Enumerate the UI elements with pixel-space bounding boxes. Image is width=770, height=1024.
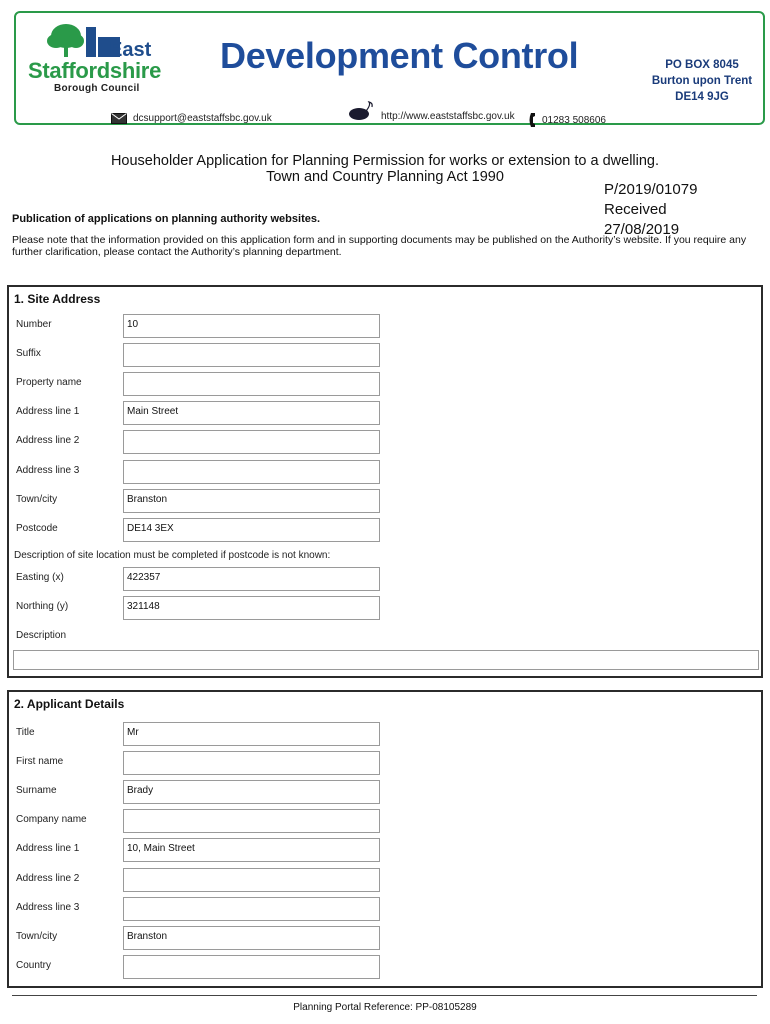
- company-name-input[interactable]: [123, 809, 380, 833]
- planning-portal-reference: Planning Portal Reference: PP-08105289: [293, 1002, 477, 1013]
- field-label: Suffix: [16, 348, 41, 360]
- suffix-input[interactable]: [123, 343, 380, 367]
- address-line: PO BOX 8045: [665, 59, 739, 71]
- phone-contact: [528, 113, 606, 127]
- letterhead: [14, 11, 765, 125]
- mouse-icon: [349, 101, 375, 121]
- field-label: Country: [16, 959, 52, 971]
- logo-text-borough-council: Borough Council: [54, 83, 140, 94]
- postcode-input[interactable]: DE14 3EX: [123, 518, 380, 542]
- northing-label: Northing (y): [16, 601, 69, 612]
- telephone-icon: [528, 113, 536, 127]
- field-label: Address line 2: [16, 435, 80, 447]
- applicant-details-section: [7, 690, 763, 988]
- first-name-input[interactable]: [123, 751, 380, 775]
- surname-input[interactable]: Brady: [123, 780, 380, 804]
- field-label: Address line 1: [16, 406, 80, 418]
- field-label: Address line 3: [16, 464, 80, 476]
- field-label: Address line 1: [16, 843, 80, 855]
- address-line: Burton upon Trent: [651, 75, 753, 87]
- easting-label: Easting (x): [16, 572, 64, 583]
- description-input[interactable]: [13, 650, 759, 670]
- application-stamp: [604, 180, 697, 240]
- field-label: Number: [16, 319, 52, 330]
- logo-text-staffordshire: Staffordshire: [28, 58, 162, 83]
- website-contact: [349, 99, 515, 122]
- email-contact: [111, 113, 272, 124]
- form-title-line-2: Town and Country Planning Act 1990: [266, 169, 504, 185]
- title-input[interactable]: Mr: [123, 722, 380, 746]
- northing-input[interactable]: 321148: [123, 596, 380, 620]
- received-label: Received: [604, 201, 667, 218]
- department-title: Development Control: [220, 35, 579, 76]
- field-label: Surname: [16, 785, 57, 797]
- address-line-1-input[interactable]: Main Street: [123, 401, 380, 425]
- publication-note: Please note that the information provided on this application form and in supporting documents may be published on the Authority’s website. If you require any further clarification, please contact the Authority’s planning department.: [12, 234, 747, 258]
- country-input[interactable]: [123, 955, 380, 979]
- field-label: Town/city: [16, 930, 58, 942]
- field-label: Address line 3: [16, 901, 80, 913]
- number-input[interactable]: 10: [123, 314, 380, 338]
- town-city-input[interactable]: Branston: [123, 489, 380, 513]
- town-city-input[interactable]: Branston: [123, 926, 380, 950]
- address-line: DE14 9JG: [675, 91, 729, 103]
- description-label: Description: [16, 630, 67, 641]
- field-label: Property name: [16, 377, 82, 389]
- envelope-icon: [111, 113, 127, 124]
- field-label: Town/city: [16, 493, 58, 505]
- postal-address: [632, 57, 770, 105]
- form-title-line-1: Householder Application for Planning Permission for works or extension to a dwelling.: [110, 153, 660, 169]
- field-label: Postcode: [16, 522, 58, 534]
- field-label: First name: [16, 756, 64, 768]
- address-line-1-input[interactable]: 10, Main Street: [123, 838, 380, 862]
- location-note: Description of site location must be completed if postcode is not known:: [14, 550, 331, 561]
- address-line-2-input[interactable]: [123, 868, 380, 892]
- address-line-2-input[interactable]: [123, 430, 380, 454]
- website-link[interactable]: http://www.eaststaffsbc.gov.uk: [381, 111, 515, 122]
- property-name-input[interactable]: [123, 372, 380, 396]
- logo-text-east: East: [109, 39, 152, 61]
- field-label: Title: [16, 727, 35, 738]
- easting-input[interactable]: 422357: [123, 567, 380, 591]
- section-heading: 1. Site Address: [14, 292, 101, 306]
- email-address[interactable]: dcsupport@eaststaffsbc.gov.uk: [133, 113, 272, 124]
- site-address-section: [7, 285, 763, 678]
- field-label: Address line 2: [16, 872, 80, 884]
- publication-heading: Publication of applications on planning authority websites.: [12, 213, 321, 225]
- footer-divider: [12, 995, 757, 996]
- section-heading: 2. Applicant Details: [14, 697, 125, 711]
- received-date: 27/08/2019: [604, 221, 680, 238]
- council-logo: [28, 23, 178, 94]
- address-line-3-input[interactable]: [123, 460, 380, 484]
- field-label: Company name: [16, 814, 87, 826]
- application-reference: P/2019/01079: [604, 181, 698, 198]
- phone-number: 01283 508606: [542, 114, 606, 126]
- address-line-3-input[interactable]: [123, 897, 380, 921]
